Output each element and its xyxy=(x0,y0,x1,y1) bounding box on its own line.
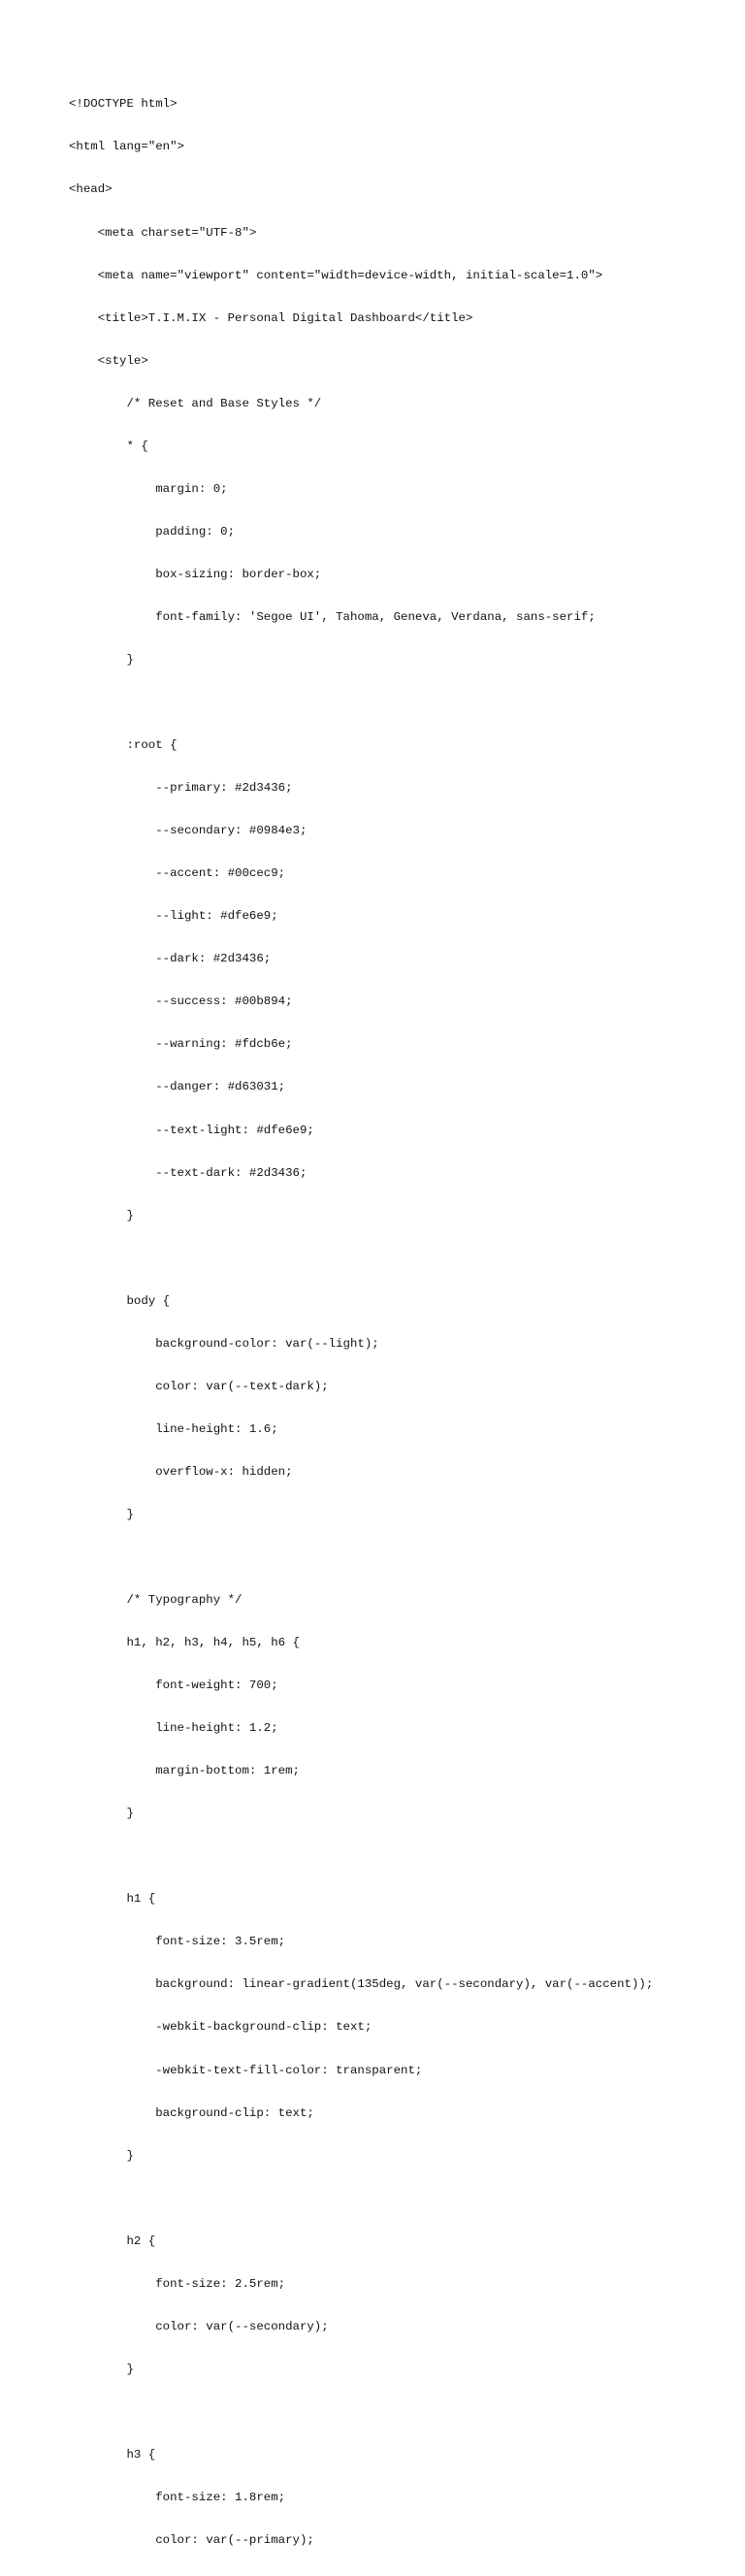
code-line: <meta charset="UTF-8"> xyxy=(69,225,257,240)
code-line xyxy=(69,1849,653,1864)
code-line: } xyxy=(69,652,134,667)
code-line: --success: #00b894; xyxy=(69,995,293,1009)
code-line: } xyxy=(69,2148,134,2163)
code-line: body { xyxy=(69,1293,171,1308)
code-line: -webkit-text-fill-color: transparent; xyxy=(69,2063,423,2077)
code-line xyxy=(69,1550,653,1565)
code-line: background-clip: text; xyxy=(69,2105,314,2120)
code-line xyxy=(69,2405,653,2420)
code-line: --text-dark: #2d3436; xyxy=(69,1165,308,1180)
code-line: color: var(--primary); xyxy=(69,2533,314,2548)
code-line: background-color: var(--light); xyxy=(69,1336,379,1351)
code-line: font-weight: 700; xyxy=(69,1679,278,1693)
code-listing xyxy=(69,69,653,2576)
code-line: } xyxy=(69,1807,134,1821)
code-line: --secondary: #0984e3; xyxy=(69,824,308,838)
code-line: --danger: #d63031; xyxy=(69,1080,286,1094)
code-line: color: var(--secondary); xyxy=(69,2319,329,2333)
code-line: <meta name="viewport" content="width=device-width, initial-scale=1.0"> xyxy=(69,268,603,282)
code-line: padding: 0; xyxy=(69,524,236,538)
code-line: <html lang="en"> xyxy=(69,140,184,154)
code-line: <!DOCTYPE html> xyxy=(69,97,178,112)
code-line: /* Typography */ xyxy=(69,1593,243,1608)
code-line: font-size: 3.5rem; xyxy=(69,1935,286,1949)
code-line: h1, h2, h3, h4, h5, h6 { xyxy=(69,1636,300,1650)
code-line: /* Reset and Base Styles */ xyxy=(69,396,322,410)
code-line: --warning: #fdcb6e; xyxy=(69,1037,293,1052)
code-line: h1 { xyxy=(69,1892,156,1907)
code-line: font-size: 2.5rem; xyxy=(69,2276,286,2291)
code-line: --accent: #00cec9; xyxy=(69,866,286,881)
code-line: overflow-x: hidden; xyxy=(69,1464,293,1479)
code-line xyxy=(69,2192,653,2206)
code-line: --text-light: #dfe6e9; xyxy=(69,1123,314,1137)
code-line: } xyxy=(69,1507,134,1521)
code-line: margin-bottom: 1rem; xyxy=(69,1764,300,1778)
code-line: :root { xyxy=(69,738,178,753)
code-line xyxy=(69,696,653,710)
code-line: --dark: #2d3436; xyxy=(69,952,272,966)
code-line: -webkit-background-clip: text; xyxy=(69,2020,372,2035)
code-line: color: var(--text-dark); xyxy=(69,1379,329,1393)
code-line: --primary: #2d3436; xyxy=(69,781,293,796)
code-line: <head> xyxy=(69,182,113,197)
code-line: font-size: 1.8rem; xyxy=(69,2491,286,2504)
code-line: font-family: 'Segoe UI', Tahoma, Geneva, Verdana, sans-serif; xyxy=(69,609,596,624)
code-line: line-height: 1.2; xyxy=(69,1721,278,1736)
code-line xyxy=(69,1252,653,1266)
code-line: line-height: 1.6; xyxy=(69,1421,278,1436)
code-line: box-sizing: border-box; xyxy=(69,567,322,581)
code-line: } xyxy=(69,2362,134,2376)
code-line: h3 { xyxy=(69,2447,156,2462)
code-line: h2 { xyxy=(69,2234,156,2248)
code-line: <title>T.I.M.IX - Personal Digital Dashboard</title> xyxy=(69,310,473,325)
code-line: margin: 0; xyxy=(69,481,228,496)
code-line: --light: #dfe6e9; xyxy=(69,909,278,924)
code-line: } xyxy=(69,1208,134,1223)
code-line: <style> xyxy=(69,353,148,368)
code-line: background: linear-gradient(135deg, var(--secondary), var(--accent)); xyxy=(69,1977,654,1992)
code-line: * { xyxy=(69,439,148,453)
